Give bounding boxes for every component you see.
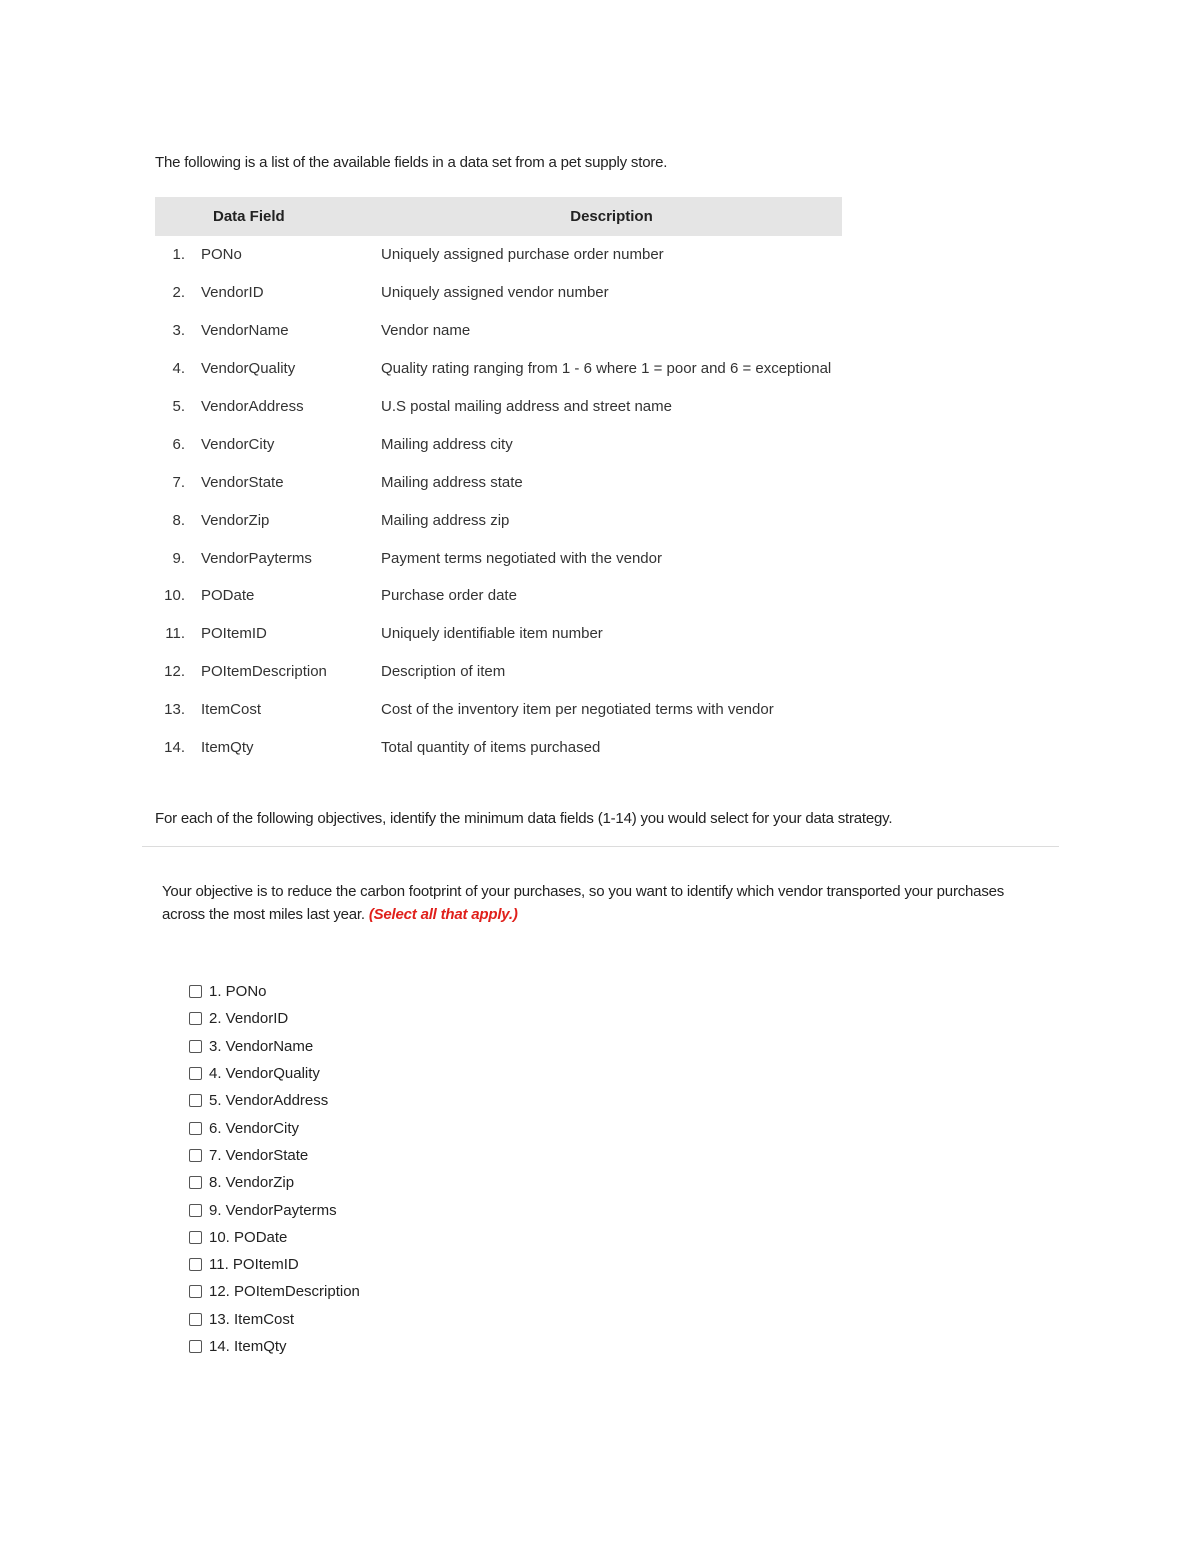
checkbox[interactable] [189,1340,202,1353]
row-description: Purchase order date [381,587,517,605]
row-number: 8. [172,511,185,529]
intro-text: The following is a list of the available fields in a data set from a pet supply store. [155,154,668,171]
answer-option[interactable] [189,1306,360,1333]
row-number: 2. [172,284,185,302]
header-data-field: Data Field [199,197,381,236]
row-number: 7. [172,473,185,491]
row-number: 3. [172,322,185,340]
option-label: 12. POItemDescription [209,1283,360,1301]
row-field: PODate [201,587,255,605]
header-number-cell [155,197,199,236]
option-label: 9. VendorPayterms [209,1201,337,1219]
header-description: Description [381,197,842,236]
option-label: 7. VendorState [209,1146,309,1164]
objective-instructions: For each of the following objectives, identify the minimum data fields (1-14) you would select for your data strategy. [155,810,893,827]
answer-option[interactable] [189,1114,360,1141]
row-number: 14. [164,739,185,757]
section-divider [142,846,1059,847]
option-label: 1. PONo [209,983,267,1001]
answer-option[interactable] [189,1005,360,1032]
checkbox[interactable] [189,1122,202,1135]
checkbox[interactable] [189,1040,202,1053]
option-label: 2. VendorID [209,1010,289,1028]
row-field: VendorState [201,473,284,491]
option-label: 13. ItemCost [209,1310,295,1328]
row-description: Uniquely assigned purchase order number [381,246,664,264]
row-number: 12. [164,663,185,681]
option-label: 4. VendorQuality [209,1065,320,1083]
option-label: 14. ItemQty [209,1338,287,1355]
table-row [155,729,842,767]
checkbox[interactable] [189,1313,202,1326]
row-number: 13. [164,701,185,719]
row-description: Vendor name [381,322,471,340]
option-label: 10. PODate [209,1228,288,1246]
option-label: 6. VendorCity [209,1119,300,1137]
row-description: Cost of the inventory item per negotiated terms with vendor [381,701,774,719]
row-field: VendorZip [201,511,270,529]
checkbox[interactable] [189,1012,202,1025]
table-row [155,274,842,312]
table-row [155,539,842,577]
table-row [155,577,842,615]
row-field: VendorAddress [201,398,304,415]
select-all-hint: (Select all that apply.) [368,906,518,923]
row-description: Quality rating ranging from 1 - 6 where 1 = poor and 6 = exceptional [381,360,832,378]
checkbox[interactable] [189,1094,202,1107]
checkbox[interactable] [189,1285,202,1298]
row-field: VendorID [201,284,264,302]
question-prompt [162,880,1032,926]
option-label: 5. VendorAddress [209,1092,329,1110]
row-description: Payment terms negotiated with the vendor [381,549,662,567]
option-label: 3. VendorName [209,1037,314,1055]
row-description: Total quantity of items purchased [381,739,601,757]
row-number: 9. [172,549,185,567]
row-number: 1. [172,246,185,264]
table-row [155,236,842,274]
row-number: 5. [172,398,185,415]
answer-option[interactable] [189,1196,360,1223]
answer-option[interactable] [189,1169,360,1196]
row-field: ItemQty [201,739,254,757]
row-field: POItemID [201,625,267,643]
checkbox[interactable] [189,1067,202,1080]
row-field: VendorPayterms [201,549,312,567]
row-description: Uniquely identifiable item number [381,625,603,643]
row-number: 11. [165,625,185,643]
checkbox[interactable] [189,985,202,998]
option-label: 8. VendorZip [209,1174,295,1192]
row-description: Mailing address state [381,473,523,491]
answer-option[interactable] [189,1333,360,1360]
checkbox[interactable] [189,1258,202,1271]
row-description: Description of item [381,663,506,681]
table-row [155,425,842,463]
answer-option[interactable] [189,1087,360,1114]
row-field: VendorName [201,322,289,340]
table-row [155,350,842,388]
table-row [155,463,842,501]
row-description: Mailing address zip [381,511,510,529]
row-description: Mailing address city [381,435,513,453]
answer-option[interactable] [189,1278,360,1305]
row-description: Uniquely assigned vendor number [381,284,609,302]
checkbox[interactable] [189,1176,202,1189]
checkbox[interactable] [189,1231,202,1244]
option-label: 11. POItemID [209,1256,299,1274]
table-row [155,615,842,653]
data-fields-table [155,197,842,766]
checkbox[interactable] [189,1149,202,1162]
table-row [155,691,842,729]
question-text: Your objective is to reduce the carbon footprint of your purchases, so you want to identify which vendor transported your purchases across the most miles last year. [162,883,1005,923]
table-row [155,312,842,350]
row-field: VendorCity [201,435,275,453]
answer-option[interactable] [189,1224,360,1251]
answer-option[interactable] [189,1060,360,1087]
row-description: U.S postal mailing address and street name [381,398,672,415]
row-number: 4. [172,360,185,378]
row-field: VendorQuality [201,360,296,378]
row-field: ItemCost [201,701,262,719]
answer-option[interactable] [189,1251,360,1278]
table-row [155,653,842,691]
answer-option[interactable] [189,978,360,1005]
row-field: PONo [201,246,242,264]
row-number: 6. [172,435,185,453]
row-number: 10. [164,587,185,605]
answer-option[interactable] [189,1142,360,1169]
checkbox[interactable] [189,1204,202,1217]
answer-options-list [189,978,360,1360]
row-field: POItemDescription [201,663,327,681]
answer-option[interactable] [189,1033,360,1060]
table-header-row [155,197,842,236]
table-row [155,388,842,426]
table-row [155,501,842,539]
